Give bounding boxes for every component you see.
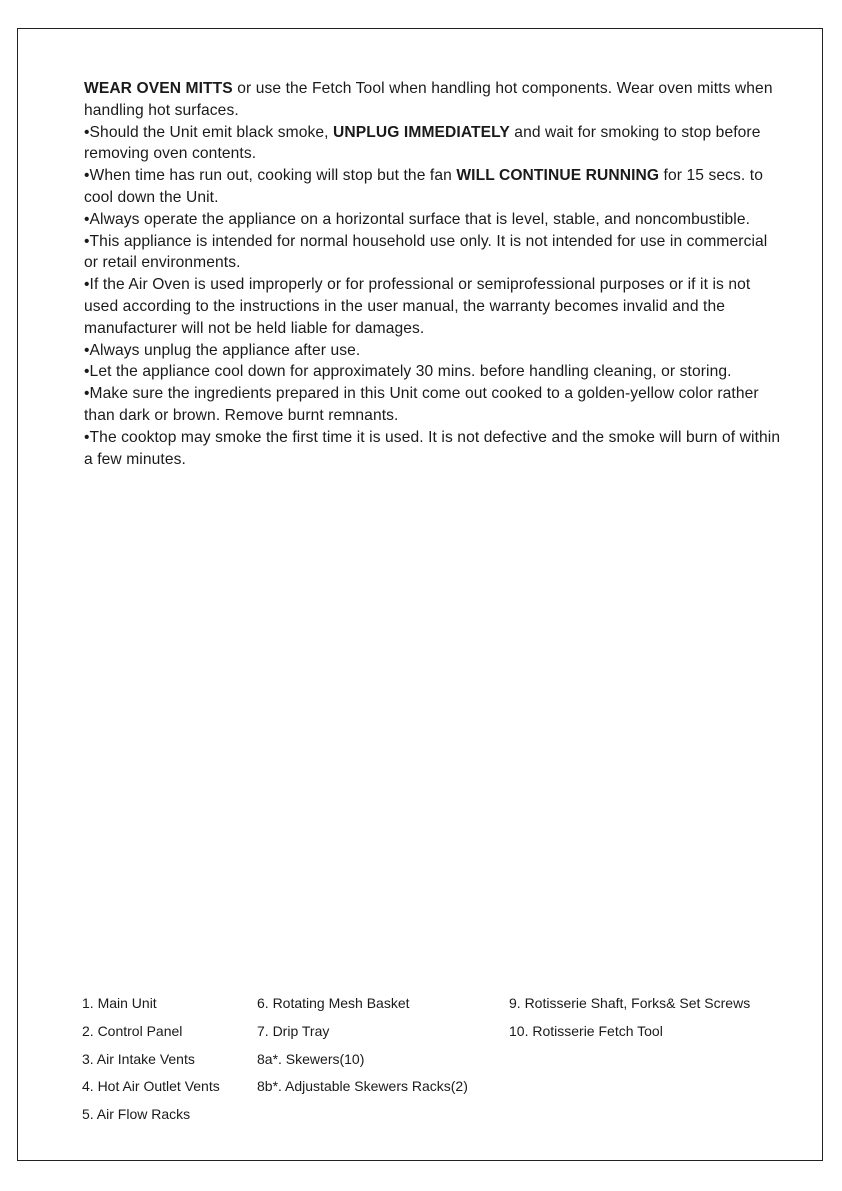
safety-text: or use the Fetch Tool when handling hot components. Wear oven mitts when handling hot surfaces.	[84, 80, 773, 119]
safety-emphasis: UNPLUG IMMEDIATELY	[333, 123, 510, 141]
safety-text: and wait for smoking to stop before removing oven contents.	[84, 123, 761, 163]
part-item: 5. Air Flow Racks	[82, 1106, 191, 1123]
safety-item-7: •Always unplug the appliance after use.	[84, 341, 361, 359]
safety-item-1	[84, 78, 784, 122]
parts-list-column-1	[82, 990, 220, 1129]
part-item: 4. Hot Air Outlet Vents	[82, 1078, 220, 1095]
safety-item-4: •Always operate the appliance on a horizontal surface that is level, stable, and noncombustible.	[84, 210, 751, 228]
parts-list-column-3	[509, 990, 750, 1046]
safety-item-5: •This appliance is intended for normal household use only. It is not intended for use in commercial or retail environments.	[84, 232, 768, 272]
safety-item-8: •Let the appliance cool down for approximately 30 mins. before handling cleaning, or storing.	[84, 363, 732, 381]
safety-instructions	[84, 78, 784, 470]
part-item: 1. Main Unit	[82, 995, 157, 1011]
safety-emphasis: WILL CONTINUE RUNNING	[456, 167, 660, 185]
part-item: 10. Rotisserie Fetch Tool	[509, 1022, 663, 1039]
safety-item-3	[84, 165, 784, 209]
safety-emphasis: WEAR OVEN MITTS	[84, 80, 233, 97]
part-item: 2. Control Panel	[82, 1022, 183, 1039]
safety-text: •When time has run out, cooking will stop but the fan	[84, 167, 457, 185]
part-item: 9. Rotisserie Shaft, Forks& Set Screws	[509, 995, 751, 1011]
safety-text: for 15 secs. to cool down the Unit.	[84, 167, 763, 206]
part-item: 8b*. Adjustable Skewers Racks(2)	[257, 1078, 468, 1095]
part-item: 8a*. Skewers(10)	[257, 1050, 365, 1067]
safety-item-10: •The cooktop may smoke the first time it is used. It is not defective and the smoke will burn of within a few minutes.	[84, 428, 781, 468]
parts-list-column-2	[257, 990, 468, 1101]
part-item: 3. Air Intake Vents	[82, 1050, 195, 1067]
safety-item-6: •If the Air Oven is used improperly or for professional or semiprofessional purposes or if it is not used according to the instructions in the user manual, the warranty becomes invalid and the manufacturer will not be held liable for damages.	[84, 276, 751, 337]
part-item: 6. Rotating Mesh Basket	[257, 995, 410, 1011]
part-item: 7. Drip Tray	[257, 1022, 330, 1039]
safety-item-9: •Make sure the ingredients prepared in this Unit come out cooked to a golden-yellow color rather than dark or brown. Remove burnt remnants.	[84, 385, 759, 424]
safety-text: •Should the Unit emit black smoke,	[84, 123, 334, 141]
safety-item-2	[84, 122, 784, 166]
